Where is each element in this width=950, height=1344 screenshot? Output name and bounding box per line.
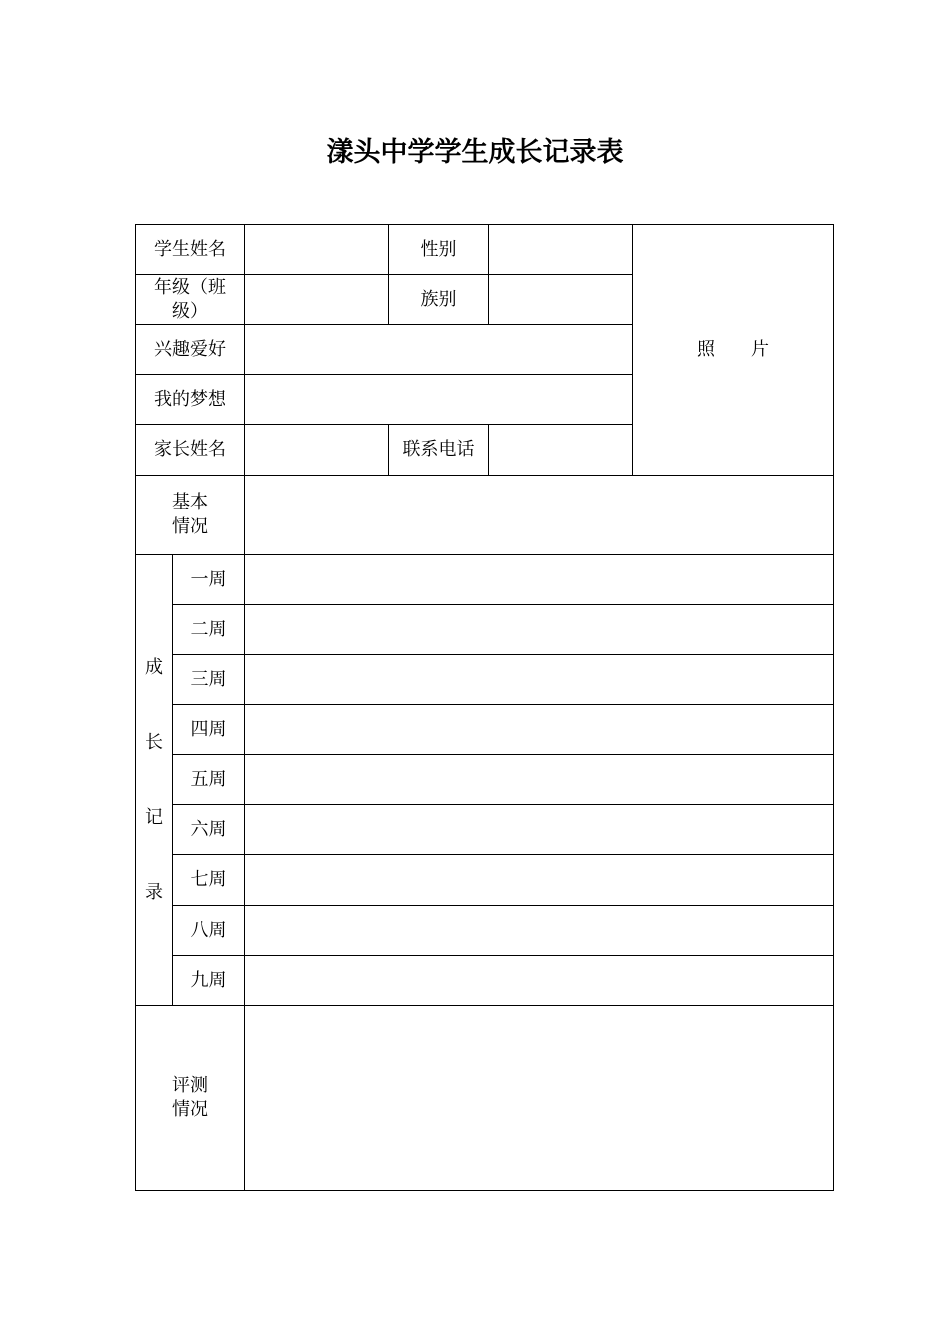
dream-label: 我的梦想 <box>136 375 245 425</box>
growth-label-char: 记 <box>145 807 163 828</box>
week-label: 三周 <box>173 655 245 705</box>
week-field[interactable] <box>245 956 834 1006</box>
parent-name-field[interactable] <box>245 425 389 476</box>
basic-info-label-line-2: 情况 <box>172 516 208 537</box>
evaluation-label <box>136 1006 245 1191</box>
evaluation-label-line-1: 评测 <box>172 1075 208 1096</box>
week-field[interactable] <box>245 705 834 755</box>
page-title: 漾头中学学生成长记录表 <box>326 137 624 168</box>
week-label: 二周 <box>173 605 245 655</box>
week-field[interactable] <box>245 755 834 805</box>
week-field[interactable] <box>245 605 834 655</box>
week-label: 八周 <box>173 906 245 956</box>
student-name-label: 学生姓名 <box>136 225 245 275</box>
dream-field[interactable] <box>245 375 633 425</box>
photo-label-2: 片 <box>751 339 769 360</box>
growth-label-char: 长 <box>145 732 163 753</box>
week-label: 五周 <box>173 755 245 805</box>
week-label: 七周 <box>173 855 245 906</box>
grade-field[interactable] <box>245 275 389 325</box>
week-field[interactable] <box>245 855 834 906</box>
photo-label-1: 照 <box>697 339 715 360</box>
basic-info-field[interactable] <box>245 476 834 555</box>
week-field[interactable] <box>245 906 834 956</box>
hobby-field[interactable] <box>245 325 633 375</box>
ethnicity-label: 族别 <box>389 275 489 325</box>
week-label: 一周 <box>173 555 245 605</box>
parent-name-label: 家长姓名 <box>136 425 245 476</box>
evaluation-label-line-2: 情况 <box>172 1099 208 1120</box>
week-label: 九周 <box>173 956 245 1006</box>
ethnicity-field[interactable] <box>489 275 633 325</box>
week-field[interactable] <box>245 655 834 705</box>
gender-label: 性别 <box>389 225 489 275</box>
basic-info-label-line-1: 基本 <box>172 492 208 513</box>
record-form-table <box>135 224 834 1191</box>
gender-field[interactable] <box>489 225 633 275</box>
evaluation-field[interactable] <box>245 1006 834 1191</box>
student-name-field[interactable] <box>245 225 389 275</box>
growth-label-char: 成 <box>145 657 163 678</box>
grade-label: 年级（班级） <box>136 275 245 325</box>
growth-record-label <box>136 555 173 1006</box>
photo-area[interactable] <box>633 225 834 476</box>
basic-info-label <box>136 476 245 555</box>
phone-field[interactable] <box>489 425 633 476</box>
week-label: 六周 <box>173 805 245 855</box>
week-field[interactable] <box>245 805 834 855</box>
hobby-label: 兴趣爱好 <box>136 325 245 375</box>
week-label: 四周 <box>173 705 245 755</box>
week-field[interactable] <box>245 555 834 605</box>
growth-label-char: 录 <box>145 882 163 903</box>
phone-label: 联系电话 <box>389 425 489 476</box>
